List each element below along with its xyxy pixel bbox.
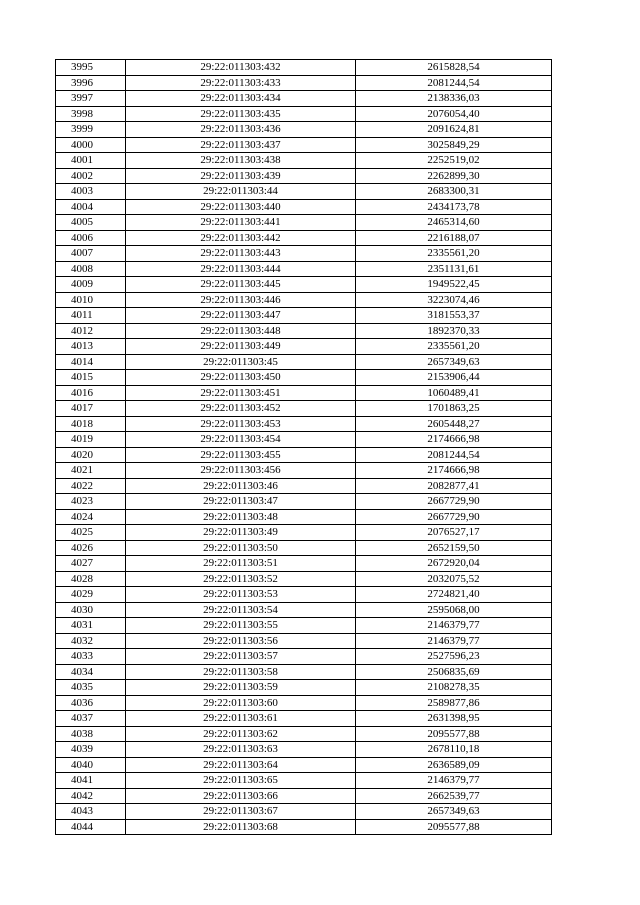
table-row	[56, 587, 552, 603]
table-row	[56, 711, 552, 727]
cadastral-number-cell: 29:22:011303:441	[126, 215, 356, 231]
table-row	[56, 695, 552, 711]
row-number-cell: 3997	[56, 91, 126, 107]
table-row	[56, 788, 552, 804]
row-number-cell: 4003	[56, 184, 126, 200]
table-row	[56, 153, 552, 169]
value-cell: 2081244,54	[356, 447, 552, 463]
cadastral-number-cell: 29:22:011303:436	[126, 122, 356, 138]
table-row	[56, 339, 552, 355]
cadastral-number-cell: 29:22:011303:63	[126, 742, 356, 758]
row-number-cell: 4021	[56, 463, 126, 479]
row-number-cell: 4018	[56, 416, 126, 432]
value-cell: 2095577,88	[356, 726, 552, 742]
cadastral-number-cell: 29:22:011303:58	[126, 664, 356, 680]
value-cell: 2605448,27	[356, 416, 552, 432]
value-cell: 2091624,81	[356, 122, 552, 138]
row-number-cell: 4042	[56, 788, 126, 804]
row-number-cell: 4020	[56, 447, 126, 463]
value-cell: 2146379,77	[356, 618, 552, 634]
table-row	[56, 91, 552, 107]
table-row	[56, 649, 552, 665]
table-row	[56, 726, 552, 742]
table-row	[56, 60, 552, 76]
table-row	[56, 354, 552, 370]
row-number-cell: 4027	[56, 556, 126, 572]
table-row	[56, 556, 552, 572]
table-row	[56, 525, 552, 541]
row-number-cell: 3999	[56, 122, 126, 138]
row-number-cell: 4035	[56, 680, 126, 696]
value-cell: 2615828,54	[356, 60, 552, 76]
value-cell: 2678110,18	[356, 742, 552, 758]
value-cell: 2683300,31	[356, 184, 552, 200]
cadastral-number-cell: 29:22:011303:433	[126, 75, 356, 91]
value-cell: 1060489,41	[356, 385, 552, 401]
row-number-cell: 3998	[56, 106, 126, 122]
cadastral-number-cell: 29:22:011303:51	[126, 556, 356, 572]
value-cell: 3025849,29	[356, 137, 552, 153]
value-cell: 2589877,86	[356, 695, 552, 711]
row-number-cell: 4024	[56, 509, 126, 525]
row-number-cell: 4009	[56, 277, 126, 293]
table-row	[56, 633, 552, 649]
row-number-cell: 4026	[56, 540, 126, 556]
row-number-cell: 4001	[56, 153, 126, 169]
cadastral-number-cell: 29:22:011303:453	[126, 416, 356, 432]
table-row	[56, 277, 552, 293]
row-number-cell: 4012	[56, 323, 126, 339]
table-row	[56, 323, 552, 339]
value-cell: 2662539,77	[356, 788, 552, 804]
row-number-cell: 4033	[56, 649, 126, 665]
table-row	[56, 540, 552, 556]
row-number-cell: 4040	[56, 757, 126, 773]
table-row	[56, 199, 552, 215]
row-number-cell: 4007	[56, 246, 126, 262]
cadastral-number-cell: 29:22:011303:455	[126, 447, 356, 463]
row-number-cell: 4034	[56, 664, 126, 680]
cadastral-number-cell: 29:22:011303:439	[126, 168, 356, 184]
cadastral-number-cell: 29:22:011303:434	[126, 91, 356, 107]
cadastral-number-cell: 29:22:011303:62	[126, 726, 356, 742]
cadastral-number-cell: 29:22:011303:451	[126, 385, 356, 401]
cadastral-number-cell: 29:22:011303:448	[126, 323, 356, 339]
table-row	[56, 75, 552, 91]
table-row	[56, 292, 552, 308]
table-row	[56, 137, 552, 153]
cadastral-number-cell: 29:22:011303:445	[126, 277, 356, 293]
cadastral-number-cell: 29:22:011303:450	[126, 370, 356, 386]
table-row	[56, 416, 552, 432]
cadastral-number-cell: 29:22:011303:446	[126, 292, 356, 308]
cadastral-number-cell: 29:22:011303:440	[126, 199, 356, 215]
row-number-cell: 3995	[56, 60, 126, 76]
cadastral-number-cell: 29:22:011303:435	[126, 106, 356, 122]
row-number-cell: 4028	[56, 571, 126, 587]
table-row	[56, 432, 552, 448]
value-cell: 2262899,30	[356, 168, 552, 184]
value-cell: 2335561,20	[356, 339, 552, 355]
cadastral-number-cell: 29:22:011303:443	[126, 246, 356, 262]
value-cell: 2595068,00	[356, 602, 552, 618]
row-number-cell: 4039	[56, 742, 126, 758]
cadastral-number-cell: 29:22:011303:46	[126, 478, 356, 494]
row-number-cell: 4025	[56, 525, 126, 541]
value-cell: 2153906,44	[356, 370, 552, 386]
table-row	[56, 447, 552, 463]
cadastral-number-cell: 29:22:011303:432	[126, 60, 356, 76]
cadastral-number-cell: 29:22:011303:66	[126, 788, 356, 804]
cadastral-number-cell: 29:22:011303:59	[126, 680, 356, 696]
value-cell: 2252519,02	[356, 153, 552, 169]
table-row	[56, 664, 552, 680]
value-cell: 2032075,52	[356, 571, 552, 587]
table-row	[56, 308, 552, 324]
row-number-cell: 4004	[56, 199, 126, 215]
cadastral-number-cell: 29:22:011303:53	[126, 587, 356, 603]
row-number-cell: 4043	[56, 804, 126, 820]
value-cell: 2657349,63	[356, 354, 552, 370]
cadastral-number-cell: 29:22:011303:54	[126, 602, 356, 618]
row-number-cell: 4032	[56, 633, 126, 649]
table-row	[56, 184, 552, 200]
table-row	[56, 773, 552, 789]
value-cell: 2138336,03	[356, 91, 552, 107]
row-number-cell: 4014	[56, 354, 126, 370]
table-row	[56, 261, 552, 277]
row-number-cell: 4022	[56, 478, 126, 494]
table-row	[56, 602, 552, 618]
value-cell: 2081244,54	[356, 75, 552, 91]
row-number-cell: 4000	[56, 137, 126, 153]
cadastral-number-cell: 29:22:011303:438	[126, 153, 356, 169]
row-number-cell: 4010	[56, 292, 126, 308]
cadastral-number-cell: 29:22:011303:45	[126, 354, 356, 370]
value-cell: 2527596,23	[356, 649, 552, 665]
value-cell: 2146379,77	[356, 633, 552, 649]
value-cell: 2434173,78	[356, 199, 552, 215]
value-cell: 2335561,20	[356, 246, 552, 262]
value-cell: 2667729,90	[356, 509, 552, 525]
row-number-cell: 4044	[56, 819, 126, 835]
table-row	[56, 804, 552, 820]
cadastral-number-cell: 29:22:011303:57	[126, 649, 356, 665]
cadastral-number-cell: 29:22:011303:44	[126, 184, 356, 200]
value-cell: 2636589,09	[356, 757, 552, 773]
table-row	[56, 215, 552, 231]
value-cell: 2095577,88	[356, 819, 552, 835]
value-cell: 3181553,37	[356, 308, 552, 324]
table-row	[56, 478, 552, 494]
cadastral-number-cell: 29:22:011303:437	[126, 137, 356, 153]
row-number-cell: 4037	[56, 711, 126, 727]
table-row	[56, 742, 552, 758]
cadastral-number-cell: 29:22:011303:64	[126, 757, 356, 773]
value-cell: 1949522,45	[356, 277, 552, 293]
value-cell: 2465314,60	[356, 215, 552, 231]
row-number-cell: 4036	[56, 695, 126, 711]
value-cell: 2082877,41	[356, 478, 552, 494]
cadastral-number-cell: 29:22:011303:447	[126, 308, 356, 324]
cadastral-number-cell: 29:22:011303:65	[126, 773, 356, 789]
cadastral-number-cell: 29:22:011303:456	[126, 463, 356, 479]
row-number-cell: 4006	[56, 230, 126, 246]
row-number-cell: 4011	[56, 308, 126, 324]
table-row	[56, 494, 552, 510]
cadastral-number-cell: 29:22:011303:50	[126, 540, 356, 556]
value-cell: 2076054,40	[356, 106, 552, 122]
value-cell: 2506835,69	[356, 664, 552, 680]
cadastral-number-cell: 29:22:011303:56	[126, 633, 356, 649]
value-cell: 2724821,40	[356, 587, 552, 603]
value-cell: 2216188,07	[356, 230, 552, 246]
value-cell: 2174666,98	[356, 463, 552, 479]
cadastral-number-cell: 29:22:011303:52	[126, 571, 356, 587]
table-row	[56, 618, 552, 634]
cadastral-number-cell: 29:22:011303:47	[126, 494, 356, 510]
row-number-cell: 4017	[56, 401, 126, 417]
row-number-cell: 4008	[56, 261, 126, 277]
table-body	[56, 60, 552, 835]
value-cell: 2652159,50	[356, 540, 552, 556]
value-cell: 2657349,63	[356, 804, 552, 820]
value-cell: 2146379,77	[356, 773, 552, 789]
cadastral-number-cell: 29:22:011303:49	[126, 525, 356, 541]
cadastral-number-cell: 29:22:011303:442	[126, 230, 356, 246]
row-number-cell: 4041	[56, 773, 126, 789]
table-row	[56, 757, 552, 773]
value-cell: 2631398,95	[356, 711, 552, 727]
table-row	[56, 463, 552, 479]
cadastral-number-cell: 29:22:011303:61	[126, 711, 356, 727]
table-row	[56, 509, 552, 525]
table-row	[56, 385, 552, 401]
cadastral-number-cell: 29:22:011303:67	[126, 804, 356, 820]
table-row	[56, 571, 552, 587]
row-number-cell: 4031	[56, 618, 126, 634]
value-cell: 2174666,98	[356, 432, 552, 448]
row-number-cell: 4002	[56, 168, 126, 184]
row-number-cell: 4013	[56, 339, 126, 355]
value-cell: 2667729,90	[356, 494, 552, 510]
value-cell: 2076527,17	[356, 525, 552, 541]
table-row	[56, 230, 552, 246]
value-cell: 3223074,46	[356, 292, 552, 308]
value-cell: 2672920,04	[356, 556, 552, 572]
row-number-cell: 4019	[56, 432, 126, 448]
cadastral-number-cell: 29:22:011303:55	[126, 618, 356, 634]
row-number-cell: 4016	[56, 385, 126, 401]
value-cell: 1892370,33	[356, 323, 552, 339]
cadastral-number-cell: 29:22:011303:68	[126, 819, 356, 835]
table-row	[56, 168, 552, 184]
table-row	[56, 819, 552, 835]
row-number-cell: 4030	[56, 602, 126, 618]
row-number-cell: 4005	[56, 215, 126, 231]
row-number-cell: 4023	[56, 494, 126, 510]
row-number-cell: 4038	[56, 726, 126, 742]
cadastral-value-table	[55, 59, 552, 835]
table-row	[56, 370, 552, 386]
table-row	[56, 680, 552, 696]
value-cell: 1701863,25	[356, 401, 552, 417]
table-row	[56, 106, 552, 122]
row-number-cell: 4029	[56, 587, 126, 603]
table-row	[56, 401, 552, 417]
row-number-cell: 3996	[56, 75, 126, 91]
cadastral-number-cell: 29:22:011303:444	[126, 261, 356, 277]
table-row	[56, 122, 552, 138]
cadastral-number-cell: 29:22:011303:449	[126, 339, 356, 355]
value-cell: 2108278,35	[356, 680, 552, 696]
table-row	[56, 246, 552, 262]
cadastral-number-cell: 29:22:011303:454	[126, 432, 356, 448]
row-number-cell: 4015	[56, 370, 126, 386]
cadastral-number-cell: 29:22:011303:60	[126, 695, 356, 711]
cadastral-number-cell: 29:22:011303:452	[126, 401, 356, 417]
cadastral-number-cell: 29:22:011303:48	[126, 509, 356, 525]
value-cell: 2351131,61	[356, 261, 552, 277]
